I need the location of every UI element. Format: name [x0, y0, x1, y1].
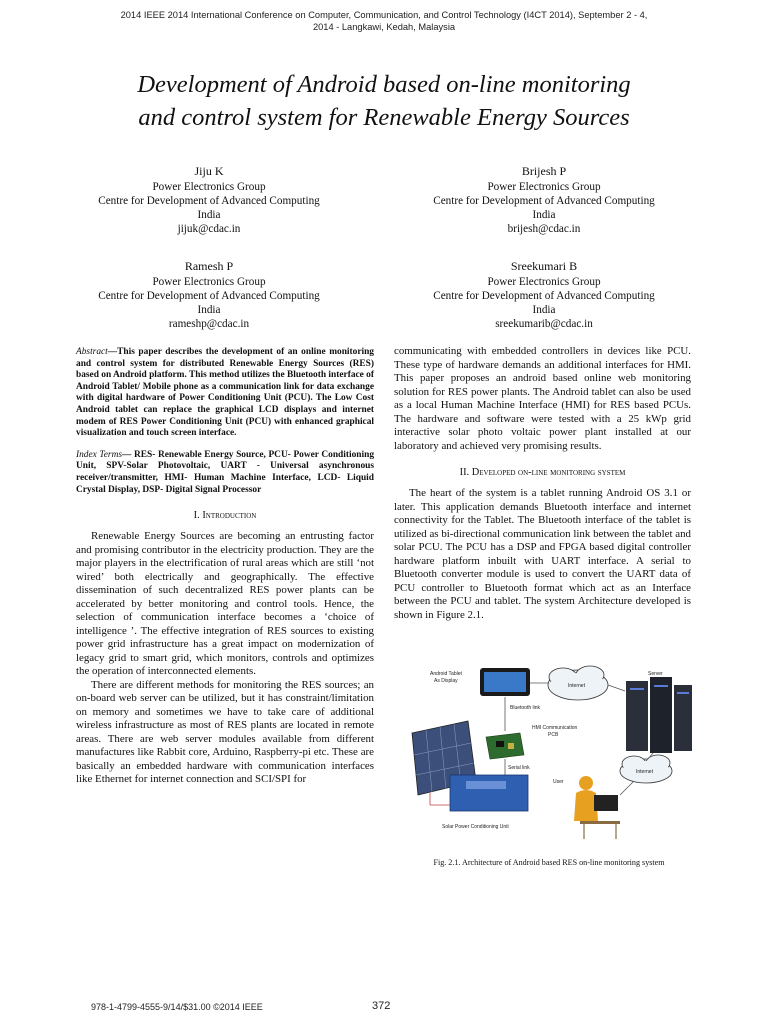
paragraph: The heart of the system is a tablet running Android OS 3.1 or later. This application demands Bluetooth interface and internet connectivity for the Tablet. The Bluetooth interface of the tablet is utilized as bi-directional communication link between the tablet and solar PCU. The PCU has a DSP and FPGA based digital controller hardware platform inbuilt with UART interface. A serial to Bluetooth converter module is used to convert the UART data of PCU controller to Bluetooth format which act as an Interface between the PCU and tablet. The system Architecture developed is shown in Figure 2.1. — [394, 487, 691, 621]
tablet-label-2: As Display — [434, 678, 458, 684]
architecture-figure — [408, 663, 695, 853]
author-email: rameshp@cdac.in — [168, 318, 250, 330]
pcb-icon — [486, 733, 524, 759]
author-country: India — [197, 304, 221, 316]
internet-server-line — [608, 685, 625, 691]
conference-line-2: 2014 - Langkawi, Kedah, Malaysia — [312, 22, 456, 32]
author-org: Centre for Development of Advanced Computing — [433, 195, 655, 207]
tablet-icon — [480, 668, 530, 696]
author-email: brijesh@cdac.in — [507, 223, 581, 235]
author-group: Power Electronics Group — [152, 181, 266, 193]
section-heading — [76, 510, 374, 522]
section-number: II. — [459, 467, 470, 478]
right-column — [394, 345, 691, 622]
pcu-label: Solar Power Conditioning Unit — [442, 824, 509, 830]
author-name: Ramesh P — [184, 259, 234, 273]
server-icon — [626, 677, 692, 753]
user-label: User — [553, 779, 564, 785]
user-icon — [574, 776, 620, 839]
paragraph: Renewable Energy Sources are becoming an entrusting factor and promising contributor in the electricity production. They are the major players in the electrification of rural areas which are still ‘not wired’ both electrically and geographically. The effective dissemination of such decentralized RES power plants can be accelerated by better monitoring and control tools. Hence, the selection of communication interface becomes a ‘choice of intelligence ’. The effective integration of RES sources to existing power grid infrastructure has a great impact on modernization of legacy grid to smart grid, which monitors, controls and optimizes the operation of interconnected elements. — [76, 530, 374, 678]
author-block-4 — [394, 259, 694, 331]
author-country: India — [197, 209, 221, 221]
abstract-text: —This paper describes the development of an online monitoring and control system for distributed Renewable Energy Sources (RES) based on Android platform. This method utilizes the Bluetooth interface of Android Tablet/ Mobile phone as a communication link for data exchange with digital hardware of Power Conditioning Unit (PCU). The Low Cost Android tablet can replace the graphical LCD displays and internet modem of RES Power Conditioning Unit (PCU) with enhanced graphical visualization and touch screen interface. — [76, 347, 374, 439]
author-country: India — [532, 209, 556, 221]
abstract-lead: Abstract — [76, 347, 108, 357]
author-name: Brijesh P — [521, 164, 567, 178]
pcu-icon — [450, 775, 528, 811]
copyright-footer: 978-1-4799-4555-9/14/$31.00 ©2014 IEEE — [91, 1002, 263, 1012]
author-email: sreekumarib@cdac.in — [495, 318, 593, 330]
section-title: Developed on-line monitoring system — [471, 467, 626, 478]
title-line-1: Development of Android based on-line monitoring — [137, 71, 631, 98]
author-block-1 — [59, 164, 359, 236]
hmi-label-2: PCB — [548, 732, 559, 738]
conference-header — [40, 9, 728, 33]
author-name: Sreekumari B — [510, 259, 578, 273]
paragraph: There are different methods for monitoring the RES sources; an on-board web server can be utilized, but it has constraint/limitation on memory and sometimes we have to take care of additional wireless infrastructure as most of RES plants are located in remote areas. There are web server modules available from different manufactures like Rabbit core, Arduino, Raspberry-pi etc. These are basically an embedded hardware with communication interfaces like Ethernet for internet connection and SCI/SPI for — [76, 678, 374, 786]
hmi-label-1: HMI Communication — [532, 725, 578, 731]
conference-line-1: 2014 IEEE 2014 International Conference on Computer, Communication, and Control Technology (I4CT 2014), September 2 - 4, — [120, 10, 648, 20]
section-number: I. — [193, 510, 200, 522]
left-column — [76, 347, 374, 787]
section-title: Introduction — [202, 510, 257, 522]
author-email: jijuk@cdac.in — [177, 223, 241, 235]
author-block-3 — [59, 259, 359, 331]
author-group: Power Electronics Group — [487, 276, 601, 288]
author-org: Centre for Development of Advanced Computing — [98, 195, 320, 207]
index-terms-lead: Index Terms — [76, 449, 123, 460]
title-line-2: and control system for Renewable Energy Sources — [138, 104, 630, 131]
abstract — [76, 347, 374, 440]
index-terms — [76, 450, 374, 496]
page-number: 372 — [372, 1000, 391, 1012]
server-label: Server — [648, 671, 663, 677]
paragraph-continuation: communicating with embedded controllers in devices like PCU. These type of hardware demands an additional interfaces for HMI. This paper proposes an android based online web monitoring solution for RES power plants. The Android tablet can also be used as a local Human Machine Interface (HMI) for RES based PCUs. The hardware and software were tested with a 25 kWp grid interactive solar photo voltaic power plant installed at our laboratory and achieved very promising results. — [394, 345, 691, 452]
author-country: India — [532, 304, 556, 316]
tablet-label-1: Android Tablet — [430, 671, 462, 677]
index-terms-text: — RES- Renewable Energy Source, PCU- Power Conditioning Unit, SPV-Solar Photovoltaic, UART - Universal asynchronous receiver/transmitter, HMI- Human Machine Interface, LCD- Liquid Crystal Display, DSP- Digital Signal Processor — [76, 449, 375, 495]
author-group: Power Electronics Group — [152, 276, 266, 288]
author-block-2 — [394, 164, 694, 236]
author-org: Centre for Development of Advanced Computing — [98, 290, 320, 302]
bluetooth-label: Bluetooth link — [510, 705, 541, 711]
author-group: Power Electronics Group — [487, 181, 601, 193]
author-org: Centre for Development of Advanced Computing — [433, 290, 655, 302]
section-heading — [394, 467, 691, 479]
serial-label: Serial link — [508, 765, 530, 771]
internet-label: Internet — [568, 683, 585, 689]
internet-label-2: Internet — [636, 769, 653, 775]
figure-caption: Fig. 2.1. Architecture of Android based RES on-line monitoring system — [433, 858, 665, 867]
author-name: Jiju K — [194, 164, 224, 178]
paper-title — [40, 68, 728, 134]
architecture-diagram — [408, 663, 695, 853]
